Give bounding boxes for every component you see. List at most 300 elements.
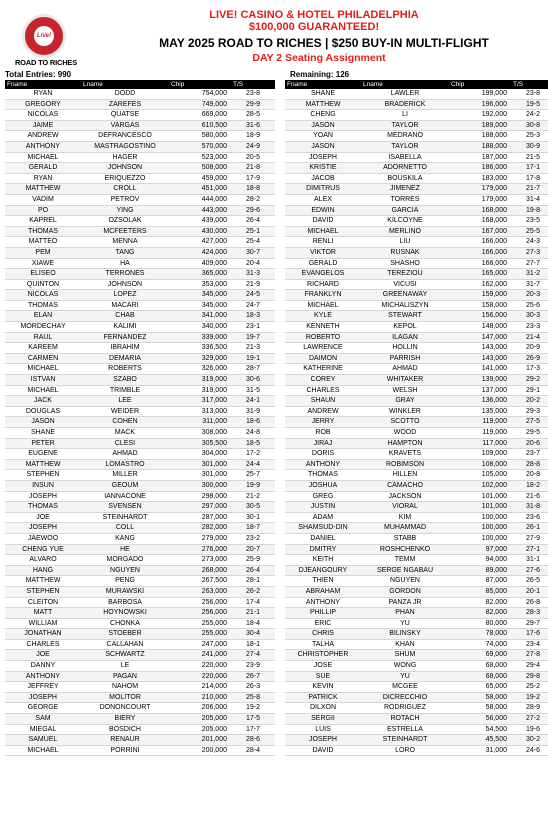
table-seat-cell: 23-1	[231, 322, 275, 333]
last-name-cell: MERLINO	[361, 226, 449, 237]
table-seat-cell: 24-2	[511, 110, 548, 121]
last-name-cell: SVENSEN	[81, 502, 169, 513]
last-name-cell: BARBOSA	[81, 597, 169, 608]
chip-count-cell: 200,000	[169, 745, 231, 756]
first-name-cell: DILXON	[285, 703, 361, 714]
table-row	[285, 152, 548, 163]
first-name-cell: STEPHEN	[5, 586, 81, 597]
first-name-cell: SHANE	[5, 428, 81, 439]
chip-count-cell: 256,000	[169, 608, 231, 619]
first-name-cell: TALHA	[285, 639, 361, 650]
chip-count-cell: 109,000	[449, 449, 511, 460]
table-row	[5, 480, 275, 491]
chip-count-cell: 141,000	[449, 364, 511, 375]
table-row	[5, 311, 275, 322]
casino-name: LIVE! CASINO & HOTEL PHILADELPHIA	[209, 9, 419, 21]
chip-count-cell: 424,000	[169, 247, 231, 258]
table-row	[5, 269, 275, 280]
chip-count-cell: 58,000	[449, 703, 511, 714]
table-row	[285, 735, 548, 746]
first-name-cell: ISTVAN	[5, 375, 81, 386]
chip-count-cell: 523,000	[169, 152, 231, 163]
chip-count-cell: 754,000	[169, 89, 231, 99]
table-seat-cell: 20-1	[511, 586, 548, 597]
chip-count-cell: 267,500	[169, 576, 231, 587]
table-row	[5, 131, 275, 142]
chip-count-cell: 206,000	[169, 703, 231, 714]
last-name-cell: STABB	[361, 533, 449, 544]
last-name-cell: MUHAMMAD	[361, 523, 449, 534]
chip-count-cell: 80,000	[449, 618, 511, 629]
first-name-cell: CHRIS	[285, 629, 361, 640]
table-row	[285, 533, 548, 544]
last-name-cell: KRAVETS	[361, 449, 449, 460]
table-row	[285, 692, 548, 703]
first-name-cell: ADAM	[285, 512, 361, 523]
first-name-cell: JERRY	[285, 417, 361, 428]
chip-count-cell: 117,000	[449, 438, 511, 449]
last-name-cell: JACKSON	[361, 491, 449, 502]
chip-count-cell: 444,000	[169, 194, 231, 205]
table-seat-cell: 28-9	[511, 703, 548, 714]
chip-count-cell: 192,000	[449, 110, 511, 121]
table-seat-cell: 28-1	[231, 576, 275, 587]
last-name-cell: RENAUR	[81, 735, 169, 746]
table-row	[285, 650, 548, 661]
table-seat-cell: 30-2	[511, 735, 548, 746]
table-seat-cell: 27-8	[511, 650, 548, 661]
table-row	[285, 99, 548, 110]
last-name-cell: WELSH	[361, 385, 449, 396]
table-header	[5, 80, 275, 89]
last-name-cell: SHUM	[361, 650, 449, 661]
table-row	[285, 205, 548, 216]
first-name-cell: CLEITON	[5, 597, 81, 608]
first-name-cell: STEPHEN	[5, 470, 81, 481]
last-name-cell: GORDON	[361, 586, 449, 597]
last-name-cell: RUSNAK	[361, 247, 449, 258]
first-name-cell: MATTHEW	[5, 459, 81, 470]
chip-count-cell: 214,000	[169, 682, 231, 693]
table-row	[5, 375, 275, 386]
table-row	[285, 523, 548, 534]
table-seat-cell: 31-4	[511, 194, 548, 205]
table-seat-cell: 25-2	[511, 682, 548, 693]
chip-count-cell: 345,000	[169, 300, 231, 311]
table-row	[5, 226, 275, 237]
first-name-cell: LUIS	[285, 724, 361, 735]
table-seat-cell: 23-3	[511, 322, 548, 333]
table-seat-cell: 21-8	[231, 163, 275, 174]
first-name-cell: LAWRENCE	[285, 343, 361, 354]
first-name-cell: JASON	[285, 120, 361, 131]
chip-count-cell: 85,000	[449, 586, 511, 597]
table-seat-cell: 20-2	[511, 396, 548, 407]
first-name-cell: COREY	[285, 375, 361, 386]
last-name-cell: SERGE NGABAU	[361, 565, 449, 576]
table-row	[5, 533, 275, 544]
table-row	[5, 237, 275, 248]
first-name-cell: THOMAS	[285, 470, 361, 481]
chip-count-cell: 183,000	[449, 173, 511, 184]
guarantee: $100,000 GUARANTEED!	[248, 21, 380, 33]
last-name-cell: BRADERICK	[361, 99, 449, 110]
chip-count-cell: 187,000	[449, 152, 511, 163]
chip-count-cell: 143,000	[449, 343, 511, 354]
first-name-cell: CHENG	[285, 110, 361, 121]
table-seat-cell: 24-1	[231, 396, 275, 407]
chip-count-cell: 301,000	[169, 459, 231, 470]
table-seat-cell: 20-7	[231, 544, 275, 555]
table-row	[5, 173, 275, 184]
table-row	[285, 608, 548, 619]
table-row	[285, 555, 548, 566]
last-name-cell: LAWLER	[361, 89, 449, 99]
table-row	[5, 396, 275, 407]
table-row	[5, 205, 275, 216]
column-header-fname: Fname	[5, 80, 81, 89]
table-row	[285, 173, 548, 184]
chip-count-cell: 308,000	[169, 428, 231, 439]
chip-count-cell: 89,000	[449, 565, 511, 576]
last-name-cell: LORO	[361, 745, 449, 756]
table-seat-cell: 26-4	[231, 565, 275, 576]
last-name-cell: MOLITOR	[81, 692, 169, 703]
chip-count-cell: 205,000	[169, 724, 231, 735]
first-name-cell: JOSEPH	[5, 523, 81, 534]
last-name-cell: TORRES	[361, 194, 449, 205]
first-name-cell: YOAN	[285, 131, 361, 142]
chip-count-cell: 82,000	[449, 608, 511, 619]
event-title: MAY 2025 ROAD TO RICHES | $250 BUY-IN MULTI-FLIGHT	[159, 36, 489, 50]
first-name-cell: DANNY	[5, 661, 81, 672]
chip-count-cell: 199,000	[449, 89, 511, 99]
table-seat-cell: 31-2	[511, 269, 548, 280]
chip-count-cell: 166,000	[449, 237, 511, 248]
chip-count-cell: 297,000	[169, 502, 231, 513]
first-name-cell: ABRAHAM	[285, 586, 361, 597]
first-name-cell: RYAN	[5, 173, 81, 184]
first-name-cell: JOSE	[285, 661, 361, 672]
table-seat-cell: 23-9	[231, 661, 275, 672]
last-name-cell: SCOTTO	[361, 417, 449, 428]
chip-count-cell: 220,000	[169, 661, 231, 672]
chip-count-cell: 319,000	[169, 375, 231, 386]
table-row	[5, 650, 275, 661]
first-name-cell: GERALD	[285, 258, 361, 269]
chip-count-cell: 669,000	[169, 110, 231, 121]
table-row	[5, 184, 275, 195]
table-seat-cell: 18-3	[231, 311, 275, 322]
last-name-cell: ROSHCHENKO	[361, 544, 449, 555]
table-row	[285, 194, 548, 205]
first-name-cell: NICOLAS	[5, 290, 81, 301]
table-row	[5, 417, 275, 428]
first-name-cell: ERIC	[285, 618, 361, 629]
last-name-cell: COHEN	[81, 417, 169, 428]
first-name-cell: MATTEO	[5, 237, 81, 248]
table-row	[5, 152, 275, 163]
chip-count-cell: 159,000	[449, 290, 511, 301]
table-seat-cell: 24-9	[231, 141, 275, 152]
last-name-cell: ADORNETTO	[361, 163, 449, 174]
chip-count-cell: 56,000	[449, 714, 511, 725]
table-row	[5, 682, 275, 693]
table-row	[285, 247, 548, 258]
chip-count-cell: 65,000	[449, 682, 511, 693]
first-name-cell: GEORGE	[5, 703, 81, 714]
table-row	[5, 300, 275, 311]
first-name-cell: ANDREW	[5, 131, 81, 142]
chip-count-cell: 256,000	[169, 597, 231, 608]
last-name-cell: NGUYEN	[361, 576, 449, 587]
last-name-cell: FERNANDEZ	[81, 332, 169, 343]
first-name-cell: PATRICK	[285, 692, 361, 703]
last-name-cell: MURAWSKI	[81, 586, 169, 597]
chip-count-cell: 31,000	[449, 745, 511, 756]
last-name-cell: TEMM	[361, 555, 449, 566]
first-name-cell: JAIME	[5, 120, 81, 131]
chip-count-cell: 427,000	[169, 237, 231, 248]
first-name-cell: KEVIN	[285, 682, 361, 693]
table-seat-cell: 18-4	[231, 618, 275, 629]
logo-caption: ROAD TO RICHES	[14, 58, 78, 67]
table-row	[285, 565, 548, 576]
total-entries: Total Entries: 990	[5, 70, 72, 79]
chip-count-cell: 143,000	[449, 353, 511, 364]
chip-count-cell: 162,000	[449, 279, 511, 290]
first-name-cell: CHARLES	[5, 639, 81, 650]
table-seat-cell: 29-3	[511, 406, 548, 417]
chip-count-cell: 87,000	[449, 576, 511, 587]
table-row	[5, 428, 275, 439]
first-name-cell: SAMUEL	[5, 735, 81, 746]
chip-count-cell: 340,000	[169, 322, 231, 333]
table-row	[5, 385, 275, 396]
table-row	[5, 724, 275, 735]
table-row	[5, 618, 275, 629]
table-row	[285, 586, 548, 597]
last-name-cell: PHAN	[361, 608, 449, 619]
chip-count-cell: 409,000	[169, 258, 231, 269]
chip-count-cell: 749,000	[169, 99, 231, 110]
chip-count-cell: 210,000	[169, 692, 231, 703]
table-seat-cell: 30-5	[231, 502, 275, 513]
table-row	[5, 703, 275, 714]
table-seat-cell: 19-7	[231, 332, 275, 343]
table-row	[285, 385, 548, 396]
table-seat-cell: 23-8	[511, 89, 548, 99]
table-seat-cell: 24-8	[231, 428, 275, 439]
last-name-cell: JOHNSON	[81, 163, 169, 174]
table-row	[285, 480, 548, 491]
first-name-cell: RAUL	[5, 332, 81, 343]
last-name-cell: PANZA JR	[361, 597, 449, 608]
chip-count-cell: 166,000	[449, 247, 511, 258]
table-seat-cell: 30-8	[511, 120, 548, 131]
last-name-cell: NAHOM	[81, 682, 169, 693]
table-row	[5, 470, 275, 481]
first-name-cell: JACOB	[285, 173, 361, 184]
table-row	[285, 279, 548, 290]
table-row	[285, 290, 548, 301]
chip-count-cell: 430,000	[169, 226, 231, 237]
table-row	[285, 714, 548, 725]
table-seat-cell: 23-5	[511, 216, 548, 227]
first-name-cell: DAIMON	[285, 353, 361, 364]
chip-count-cell: 136,000	[449, 396, 511, 407]
first-name-cell: JASON	[5, 417, 81, 428]
table-seat-cell: 29-2	[511, 375, 548, 386]
chip-count-cell: 300,000	[169, 480, 231, 491]
first-name-cell: THIEN	[285, 576, 361, 587]
first-name-cell: MATTHEW	[285, 99, 361, 110]
table-seat-cell: 24-5	[231, 290, 275, 301]
table-seat-cell: 17-2	[231, 449, 275, 460]
table-seat-cell: 19-1	[231, 353, 275, 364]
table-seat-cell: 29-5	[511, 428, 548, 439]
last-name-cell: PAGAN	[81, 671, 169, 682]
first-name-cell: RENLI	[285, 237, 361, 248]
chip-count-cell: 100,000	[449, 523, 511, 534]
first-name-cell: JAEWOO	[5, 533, 81, 544]
last-name-cell: ZAREFES	[81, 99, 169, 110]
column-header-chip: Chip	[449, 80, 511, 89]
table-row	[285, 406, 548, 417]
table-row	[5, 449, 275, 460]
first-name-cell: EVANGELOS	[285, 269, 361, 280]
chip-count-cell: 341,000	[169, 311, 231, 322]
table-row	[285, 258, 548, 269]
chip-count-cell: 179,000	[449, 184, 511, 195]
chip-count-cell: 451,000	[169, 184, 231, 195]
last-name-cell: DODD	[81, 89, 169, 99]
chip-count-cell: 101,000	[449, 502, 511, 513]
last-name-cell: KEPOL	[361, 322, 449, 333]
last-name-cell: KIM	[361, 512, 449, 523]
table-row	[285, 745, 548, 756]
table-seat-cell: 24-4	[231, 459, 275, 470]
table-row	[5, 555, 275, 566]
chip-count-cell: 54,500	[449, 724, 511, 735]
first-name-cell: MIEGAL	[5, 724, 81, 735]
first-name-cell: KAPREL	[5, 216, 81, 227]
seating-table-right	[285, 80, 548, 756]
first-name-cell: WILLIAM	[5, 618, 81, 629]
table-row	[285, 639, 548, 650]
chip-count-cell: 68,000	[449, 661, 511, 672]
table-row	[5, 735, 275, 746]
last-name-cell: STOEBER	[81, 629, 169, 640]
chip-count-cell: 241,000	[169, 650, 231, 661]
table-seat-cell: 30-3	[511, 311, 548, 322]
first-name-cell: XIAWE	[5, 258, 81, 269]
last-name-cell: WHITAKER	[361, 375, 449, 386]
table-seat-cell: 21-3	[231, 343, 275, 354]
first-name-cell: RICHARD	[285, 279, 361, 290]
table-seat-cell: 17-8	[511, 173, 548, 184]
chip-count-cell: 313,000	[169, 406, 231, 417]
chip-count-cell: 168,000	[449, 205, 511, 216]
table-row	[285, 459, 548, 470]
chip-count-cell: 311,000	[169, 417, 231, 428]
table-seat-cell: 18-9	[231, 131, 275, 142]
last-name-cell: MCFEETERS	[81, 226, 169, 237]
last-name-cell: PARRISH	[361, 353, 449, 364]
last-name-cell: TERRONES	[81, 269, 169, 280]
last-name-cell: ISABELLA	[361, 152, 449, 163]
first-name-cell: JOSEPH	[285, 152, 361, 163]
table-seat-cell: 23-4	[511, 639, 548, 650]
last-name-cell: MACK	[81, 428, 169, 439]
table-row	[285, 724, 548, 735]
last-name-cell: LOMASTRO	[81, 459, 169, 470]
last-name-cell: SZABO	[81, 375, 169, 386]
first-name-cell: GERALD	[5, 163, 81, 174]
last-name-cell: TRIMBLE	[81, 385, 169, 396]
first-name-cell: ELISEO	[5, 269, 81, 280]
first-name-cell: DAVID	[285, 745, 361, 756]
last-name-cell: HOYNOWSKI	[81, 608, 169, 619]
chip-count-cell: 166,000	[449, 258, 511, 269]
chip-count-cell: 196,000	[449, 99, 511, 110]
column-header-ts: T/S	[231, 80, 275, 89]
chip-count-cell: 74,000	[449, 639, 511, 650]
last-name-cell: BOSDICH	[81, 724, 169, 735]
last-name-cell: MEDRANO	[361, 131, 449, 142]
last-name-cell: JOHNSON	[81, 279, 169, 290]
table-row	[5, 714, 275, 725]
first-name-cell: DORIS	[285, 449, 361, 460]
last-name-cell: MACARI	[81, 300, 169, 311]
chip-count-cell: 459,000	[169, 173, 231, 184]
chip-count-cell: 298,000	[169, 491, 231, 502]
table-row	[285, 300, 548, 311]
column-header-lname: Lname	[361, 80, 449, 89]
table-seat-cell: 28-2	[231, 194, 275, 205]
table-row	[5, 406, 275, 417]
table-seat-cell: 20-6	[511, 438, 548, 449]
table-seat-cell: 18-6	[231, 417, 275, 428]
chip-count-cell: 119,000	[449, 428, 511, 439]
chip-count-cell: 247,000	[169, 639, 231, 650]
table-seat-cell: 23-2	[231, 533, 275, 544]
last-name-cell: CROLL	[81, 184, 169, 195]
chip-count-cell: 168,000	[449, 216, 511, 227]
first-name-cell: THOMAS	[5, 226, 81, 237]
table-seat-cell: 18-1	[231, 639, 275, 650]
column-header-ts: T/S	[511, 80, 548, 89]
table-row	[5, 322, 275, 333]
first-name-cell: RYAN	[5, 89, 81, 99]
last-name-cell: HAMPTON	[361, 438, 449, 449]
last-name-cell: SCHWARTZ	[81, 650, 169, 661]
last-name-cell: GRAY	[361, 396, 449, 407]
first-name-cell: ANTHONY	[5, 671, 81, 682]
chip-count-cell: 58,000	[449, 692, 511, 703]
last-name-cell: CALLAHAN	[81, 639, 169, 650]
table-seat-cell: 28-8	[511, 459, 548, 470]
chip-count-cell: 329,000	[169, 353, 231, 364]
first-name-cell: KYLE	[285, 311, 361, 322]
table-row	[5, 608, 275, 619]
chip-count-cell: 100,000	[449, 512, 511, 523]
chip-count-cell: 179,000	[449, 194, 511, 205]
chip-count-cell: 255,000	[169, 618, 231, 629]
table-row	[5, 523, 275, 534]
last-name-cell: KHAN	[361, 639, 449, 650]
table-row	[5, 163, 275, 174]
